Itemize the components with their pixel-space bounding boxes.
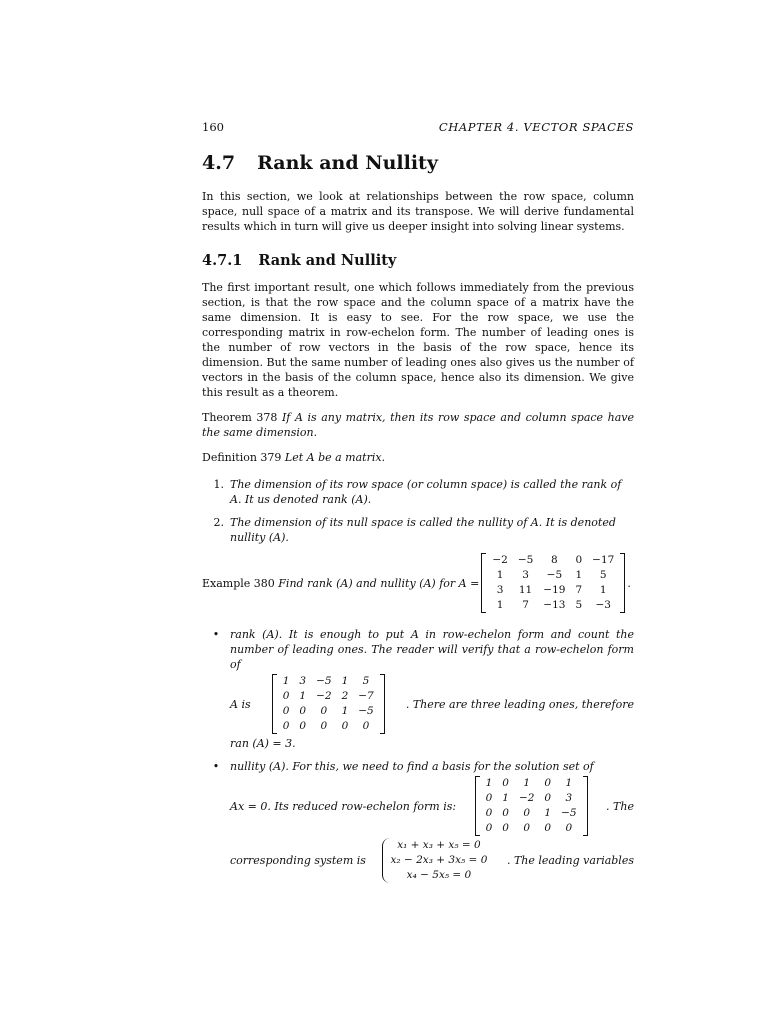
matrix-entry: 0 — [502, 822, 509, 834]
matrix-row — [481, 821, 582, 836]
matrix-entry: 0 — [341, 720, 349, 732]
bullet-nullity — [202, 759, 634, 885]
matrix-entry: 5 — [362, 675, 370, 687]
matrix-entry: −5 — [546, 569, 563, 581]
matrix-entry: 1 — [523, 777, 531, 789]
theorem-label: Theorem 378 — [202, 411, 278, 424]
matrix-entry: 1 — [299, 690, 307, 702]
list-item — [202, 477, 634, 507]
matrix-entry: 1 — [599, 584, 607, 596]
example-end: . — [627, 576, 631, 590]
matrix-entry: −2 — [518, 792, 535, 804]
matrix-table — [481, 776, 582, 836]
rank-text: rank (A). It is enough to put A in row-echelon form and count the number of leading ones. The reader will verify that a row-echelon form of — [230, 628, 634, 671]
equation: x₁ + x₃ + x₅ = 0 — [397, 839, 481, 851]
matrix-entry: 0 — [502, 807, 509, 819]
item-number: 1. — [213, 478, 224, 491]
matrix-entry: 1 — [496, 599, 504, 611]
matrix-row — [481, 776, 582, 791]
matrix-entry: 1 — [341, 675, 349, 687]
matrix-entry: 5 — [575, 599, 583, 611]
matrix-row — [481, 791, 582, 806]
running-header — [202, 120, 634, 135]
matrix-entry: 0 — [299, 705, 307, 717]
matrix-entry: 0 — [544, 777, 552, 789]
matrix-row — [487, 553, 619, 568]
equation: x₂ − 2x₃ + 3x₅ = 0 — [390, 854, 488, 866]
matrix-row — [278, 719, 379, 734]
matrix-entry: 0 — [282, 690, 290, 702]
rank-matrix-row — [230, 674, 634, 734]
matrix-row — [487, 598, 619, 613]
nullity-matrix-row — [230, 776, 634, 836]
matrix-row — [481, 806, 582, 821]
definition — [202, 450, 634, 465]
theorem-text: If A is any matrix, then its row space and column space have the same dimension. — [202, 411, 634, 439]
solution-list — [202, 627, 634, 885]
example-text: Find rank (A) and nullity (A) for A = — [278, 576, 480, 590]
matrix-entry: −19 — [543, 584, 566, 596]
matrix-entry: 1 — [496, 569, 504, 581]
matrix-entry: 0 — [523, 807, 531, 819]
bullet-icon: • — [212, 628, 220, 641]
page — [202, 120, 634, 893]
matrix-entry: −5 — [517, 554, 534, 566]
equation-system — [382, 838, 492, 883]
matrix-entry: 5 — [599, 569, 607, 581]
reduced-row-echelon-matrix — [475, 776, 588, 836]
item-text: The dimension of its row space (or column space) is called the rank of A. It us denoted rank (A). — [230, 478, 622, 506]
matrix-entry: 3 — [299, 675, 307, 687]
definition-text: Let A be a matrix. — [284, 451, 386, 464]
row-echelon-matrix — [272, 674, 385, 734]
matrix-row — [278, 689, 379, 704]
matrix-entry: 0 — [282, 720, 290, 732]
system-post: . The leading variables — [506, 854, 634, 867]
matrix-entry: 1 — [485, 777, 493, 789]
nullity-text: nullity (A). For this, we need to find a basis for the solution set of — [230, 760, 594, 773]
rank-pre: A is — [230, 697, 251, 711]
matrix-entry: 0 — [544, 822, 552, 834]
example — [202, 553, 634, 613]
matrix-entry: 0 — [282, 705, 290, 717]
matrix-entry: 0 — [485, 822, 493, 834]
matrix-row — [278, 674, 379, 689]
matrix-table — [487, 553, 619, 613]
matrix-entry: 0 — [523, 822, 531, 834]
matrix-row — [278, 704, 379, 719]
matrix-entry: 0 — [320, 705, 328, 717]
matrix-entry: 1 — [544, 807, 552, 819]
matrix-entry: −13 — [543, 599, 566, 611]
matrix-entry: −2 — [492, 554, 508, 566]
matrix-entry: 0 — [362, 720, 370, 732]
matrix-entry: 0 — [544, 792, 552, 804]
paragraph-1: The first important result, one which follows immediately from the previous section, is that the row space and the column space of a matrix have the same dimension. It is easy to see. For the row space, we use the corresponding matrix in row-echelon form. The number of leading ones is the number of row vectors in the basis of the row space, hence its dimension. But the same number of leading ones also gives us the number of vectors in the basis of the column space, hence also its dimension. We give this result as a theorem. — [202, 281, 634, 399]
matrix-entry: 8 — [551, 554, 558, 566]
matrix-entry: 7 — [575, 584, 583, 596]
bullet-icon: • — [212, 760, 220, 773]
matrix-entry: 1 — [565, 777, 573, 789]
chapter-title: CHAPTER 4. VECTOR SPACES — [438, 120, 634, 134]
definition-list — [202, 477, 634, 545]
matrix-entry: −3 — [595, 599, 611, 611]
rank-post: . There are three leading ones, therefore — [405, 697, 634, 711]
matrix-entry: 7 — [522, 599, 529, 611]
matrix-a — [481, 553, 625, 613]
item-text: The dimension of its null space is called the nullity of A. It is denoted nullity (A). — [230, 516, 616, 544]
matrix-entry: 11 — [518, 584, 533, 596]
matrix-entry: −5 — [561, 807, 577, 819]
section-title: Rank and Nullity — [257, 152, 438, 174]
matrix-entry: 0 — [565, 822, 573, 834]
matrix-entry: 0 — [485, 807, 493, 819]
section-number: 4.7 — [202, 152, 236, 174]
matrix-entry: 1 — [282, 675, 290, 687]
matrix-entry: 2 — [341, 690, 349, 702]
matrix-entry: 0 — [485, 792, 493, 804]
rank-result: ran (A) = 3. — [230, 737, 296, 750]
matrix-entry: −5 — [316, 675, 332, 687]
matrix-entry: 0 — [320, 720, 328, 732]
matrix-entry: −17 — [592, 554, 615, 566]
matrix-entry: 3 — [565, 792, 573, 804]
matrix-entry: 1 — [575, 569, 583, 581]
page-number: 160 — [202, 120, 224, 134]
matrix-entry: 0 — [575, 554, 583, 566]
bullet-rank — [202, 627, 634, 751]
system-pre: corresponding system is — [230, 854, 366, 867]
matrix-row — [487, 583, 619, 598]
definition-label: Definition 379 — [202, 451, 282, 464]
example-label: Example 380 — [202, 576, 275, 590]
matrix-entry: 0 — [502, 777, 509, 789]
matrix-table — [278, 674, 379, 734]
matrix-entry: −2 — [316, 690, 332, 702]
subsection-number: 4.7.1 — [202, 252, 243, 269]
matrix-entry: 1 — [341, 705, 349, 717]
list-item — [202, 515, 634, 545]
nullity-pre: Ax = 0. Its reduced row-echelon form is: — [230, 799, 457, 813]
matrix-entry: −5 — [358, 705, 374, 717]
subsection-heading — [202, 252, 634, 270]
matrix-entry: 1 — [502, 792, 509, 804]
nullity-post: . The — [606, 799, 634, 813]
subsection-title: Rank and Nullity — [258, 252, 397, 269]
matrix-entry: 3 — [496, 584, 504, 596]
matrix-entry: 0 — [299, 720, 307, 732]
intro-paragraph: In this section, we look at relationships between the row space, column space, null space of a matrix and its transpose. We will derive fundamental results which in turn will give us deeper insight into solving linear systems. — [202, 190, 634, 233]
system-row — [230, 838, 634, 883]
section-heading — [202, 151, 634, 175]
matrix-entry: 3 — [522, 569, 529, 581]
matrix-entry: −7 — [358, 690, 374, 702]
matrix-row — [487, 568, 619, 583]
item-number: 2. — [213, 516, 224, 529]
equation: x₄ − 5x₅ = 0 — [406, 869, 472, 881]
theorem — [202, 410, 634, 440]
